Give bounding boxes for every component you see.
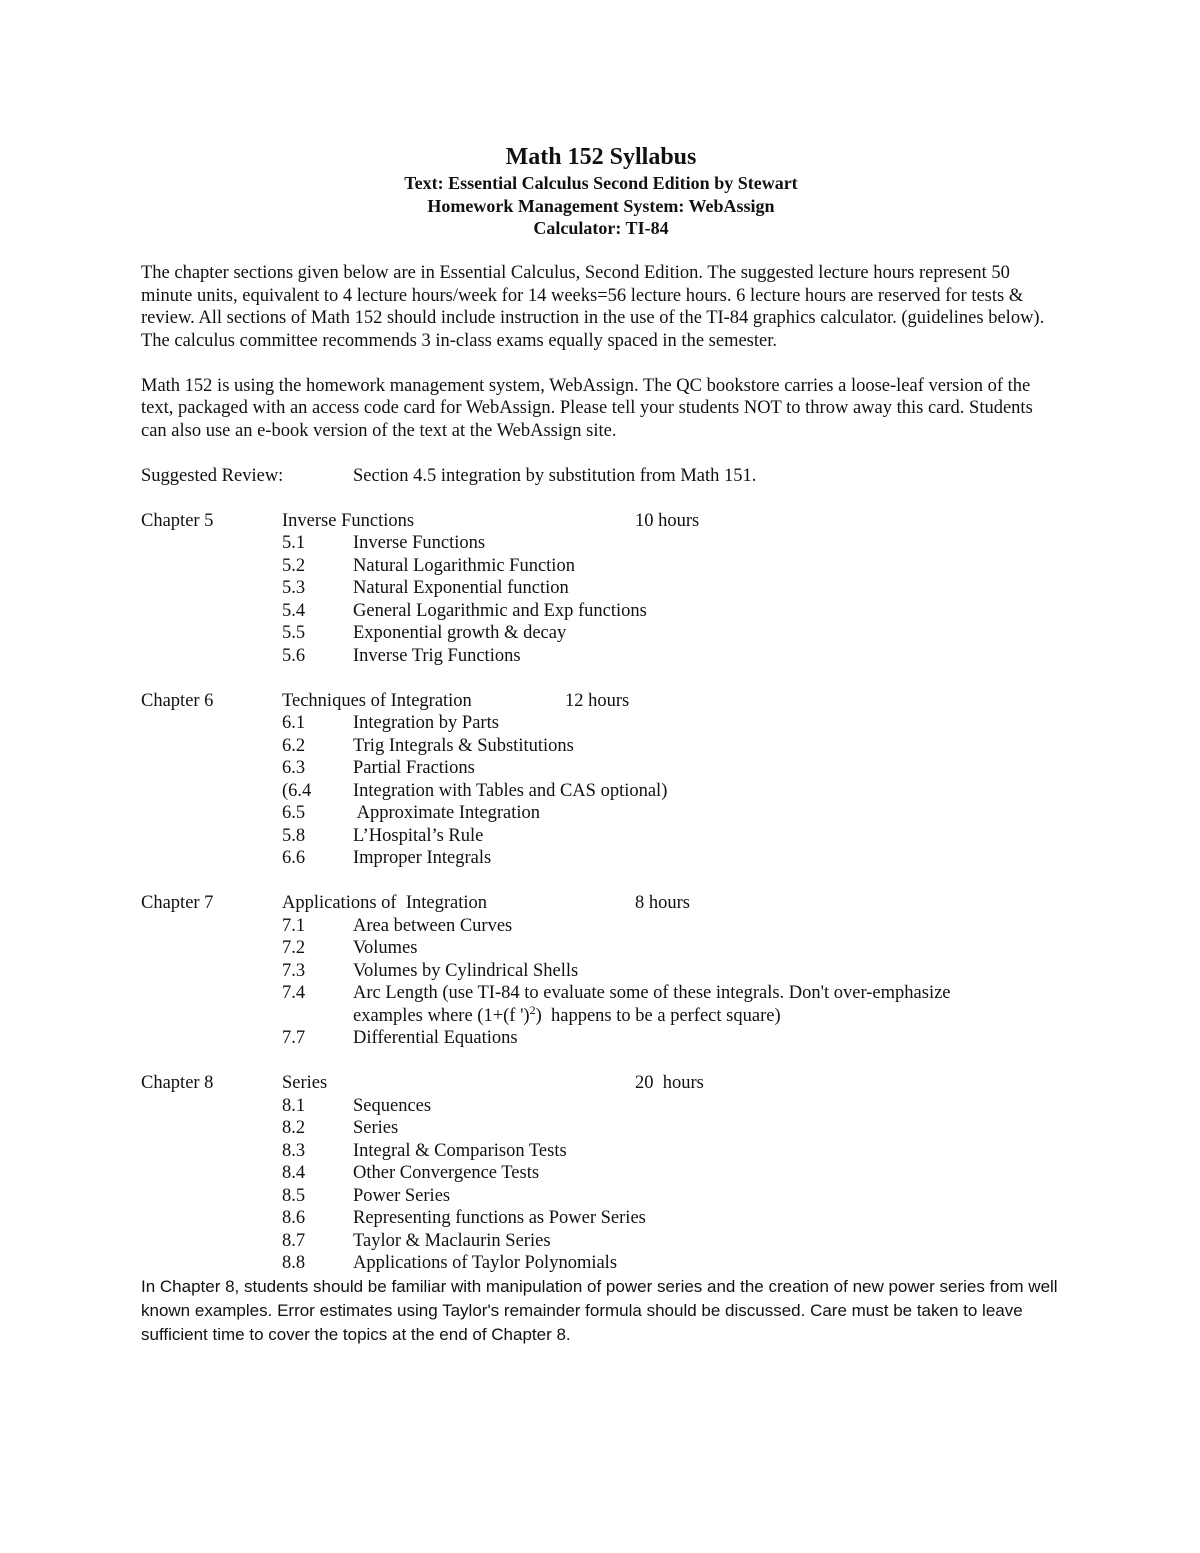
section-title: Area between Curves: [353, 915, 513, 936]
section-row: [141, 1185, 1061, 1208]
chapter-header: [141, 892, 1061, 915]
section-row: [141, 622, 1061, 645]
section-number: 5.1: [282, 533, 306, 553]
section-title: Inverse Functions: [353, 533, 486, 553]
section-row: [141, 1095, 1061, 1118]
chapter-label: Chapter 6: [141, 690, 214, 711]
chapter-label: Chapter 8: [141, 1073, 214, 1093]
section-title: Improper Integrals: [353, 848, 492, 868]
section-row: [141, 555, 1061, 578]
section-number: 5.5: [282, 623, 306, 643]
section-title: L’Hospital’s Rule: [353, 825, 484, 846]
section-number: 5.3: [282, 578, 306, 598]
section-title: Exponential growth & decay: [353, 623, 567, 643]
section-number: 6.3: [282, 758, 306, 778]
section-row: [141, 1162, 1061, 1185]
chapter-title: Inverse Functions: [282, 510, 415, 531]
chapter-header: [141, 1072, 1061, 1095]
section-title: Approximate Integration: [353, 803, 541, 823]
section-title: Series: [353, 1118, 399, 1138]
section-number: 8.5: [282, 1185, 306, 1206]
spacer: [141, 1050, 1061, 1073]
section-number: 8.1: [282, 1095, 306, 1116]
section-row: [141, 645, 1061, 668]
chapter-hours: 12 hours: [565, 690, 630, 711]
section-number: 6.5: [282, 803, 306, 823]
chapter-title: Techniques of Integration: [282, 690, 472, 711]
section-title: Arc Length (use TI-84 to evaluate some of these integrals. Don't over-emphasize: [353, 983, 951, 1003]
section-row: [141, 1027, 1061, 1050]
section-title: Sequences: [353, 1095, 432, 1116]
section-number: 5.8: [282, 825, 306, 846]
page-title: Math 152 Syllabus: [505, 144, 697, 170]
section-number: 7.4: [282, 983, 306, 1003]
chapter-label: Chapter 5: [141, 510, 214, 531]
section-title: Integration by Parts: [353, 713, 499, 733]
section-number: 5.6: [282, 645, 306, 666]
section-number: 8.3: [282, 1140, 306, 1161]
section-title: Natural Logarithmic Function: [353, 555, 575, 576]
section-row: [141, 532, 1061, 555]
spacer: [141, 487, 1061, 510]
section-number: 7.3: [282, 960, 306, 981]
section-number: 6.6: [282, 848, 306, 868]
section-row: [141, 982, 1061, 1027]
chapter-header: [141, 510, 1061, 533]
spacer: [141, 442, 1061, 465]
section-number: 5.4: [282, 600, 306, 621]
chapter-title: Applications of Integration: [282, 893, 487, 913]
section-row: [141, 847, 1061, 870]
homework-line: Homework Management System: WebAssign: [427, 195, 775, 216]
section-number: 6.1: [282, 713, 306, 733]
section-row: [141, 825, 1061, 848]
section-title: Inverse Trig Functions: [353, 645, 521, 666]
section-title: Trig Integrals & Substitutions: [353, 735, 574, 756]
suggested-review-row: [141, 465, 1061, 488]
section-title: Applications of Taylor Polynomials: [353, 1253, 618, 1273]
section-title: Representing functions as Power Series: [353, 1208, 646, 1228]
section-row: [141, 1230, 1061, 1253]
chapter-title: Series: [282, 1073, 328, 1093]
section-number: 8.4: [282, 1163, 306, 1183]
section-row: [141, 712, 1061, 735]
section-row: [141, 1207, 1061, 1230]
section-number: (6.4: [282, 780, 312, 801]
section-title: Partial Fractions: [353, 758, 475, 778]
chapter-hours: 10 hours: [635, 510, 700, 531]
section-title: Power Series: [353, 1185, 451, 1206]
spacer: [141, 352, 1061, 375]
intro-paragraph-2: Math 152 is using the homework management system, WebAssign. The QC bookstore carries a loose-leaf version of the text, packaged with an access code card for WebAssign. Please tell your students NOT to throw away this card. Students can also use an e-book version of the text at the WebAssign site.: [141, 375, 1033, 441]
section-number: 8.2: [282, 1118, 306, 1138]
section-title: Volumes by Cylindrical Shells: [353, 960, 579, 981]
section-number: 7.7: [282, 1028, 306, 1048]
section-row: [141, 780, 1061, 803]
section-title: Volumes: [353, 938, 418, 958]
spacer: [141, 870, 1061, 893]
section-row: [141, 960, 1061, 983]
section-number: 6.2: [282, 735, 306, 756]
section-title-part: examples where (1+(f '): [353, 1005, 530, 1026]
section-number: 8.7: [282, 1230, 306, 1251]
closing-paragraph: In Chapter 8, students should be familiar with manipulation of power series and the creation of new power series from well known examples. Error estimates using Taylor's remainder formula should be discussed. Care must be taken to leave sufficient time to cover the topics at the end of Chapter 8.: [141, 1276, 1058, 1344]
section-row: [141, 937, 1061, 960]
chapter-hours: 8 hours: [635, 893, 690, 913]
section-title: Differential Equations: [353, 1028, 518, 1048]
section-number: 7.2: [282, 938, 306, 958]
review-label: Suggested Review:: [141, 465, 284, 486]
section-number: 8.8: [282, 1253, 306, 1273]
section-number: 7.1: [282, 915, 306, 936]
section-title: Integral & Comparison Tests: [353, 1140, 567, 1161]
section-title: Integration with Tables and CAS optional): [353, 780, 668, 801]
calculator-line: Calculator: TI-84: [533, 218, 669, 238]
section-row: [141, 1117, 1061, 1140]
chapter-hours: 20 hours: [635, 1073, 704, 1093]
section-row: [141, 735, 1061, 758]
section-title: General Logarithmic and Exp functions: [353, 600, 647, 621]
chapter-header: [141, 690, 1061, 713]
section-row: [141, 915, 1061, 938]
text-line: Text: Essential Calculus Second Edition by Stewart: [404, 173, 798, 193]
section-row: [141, 757, 1061, 780]
section-title: Taylor & Maclaurin Series: [353, 1230, 551, 1251]
section-number: 8.6: [282, 1208, 306, 1228]
section-row: [141, 600, 1061, 623]
syllabus-page: [141, 142, 1061, 1347]
intro-paragraph-1: The chapter sections given below are in Essential Calculus, Second Edition. The suggested lecture hours represent 50 minute units, equivalent to 4 lecture hours/week for 14 weeks=56 lecture hours. 6 lecture hours are reserved for tests & review. All sections of Math 152 should include instruction in the use of the TI-84 graphics calculator. (guidelines below). The calculus committee recommends 3 in-class exams equally spaced in the semester.: [141, 263, 1045, 351]
section-title: Natural Exponential function: [353, 578, 569, 598]
section-title-continuation: [353, 1002, 781, 1028]
section-row: [141, 577, 1061, 600]
section-row: [141, 1140, 1061, 1163]
section-row: [141, 1252, 1061, 1275]
spacer: [141, 667, 1061, 690]
section-title-part: ) happens to be a perfect square): [535, 1005, 781, 1026]
section-title: Other Convergence Tests: [353, 1163, 540, 1183]
section-number: 5.2: [282, 555, 306, 576]
spacer: [141, 240, 1061, 263]
superscript: 2: [529, 1002, 536, 1017]
section-row: [141, 802, 1061, 825]
chapter-label: Chapter 7: [141, 893, 214, 913]
review-text: Section 4.5 integration by substitution from Math 151.: [353, 465, 757, 486]
